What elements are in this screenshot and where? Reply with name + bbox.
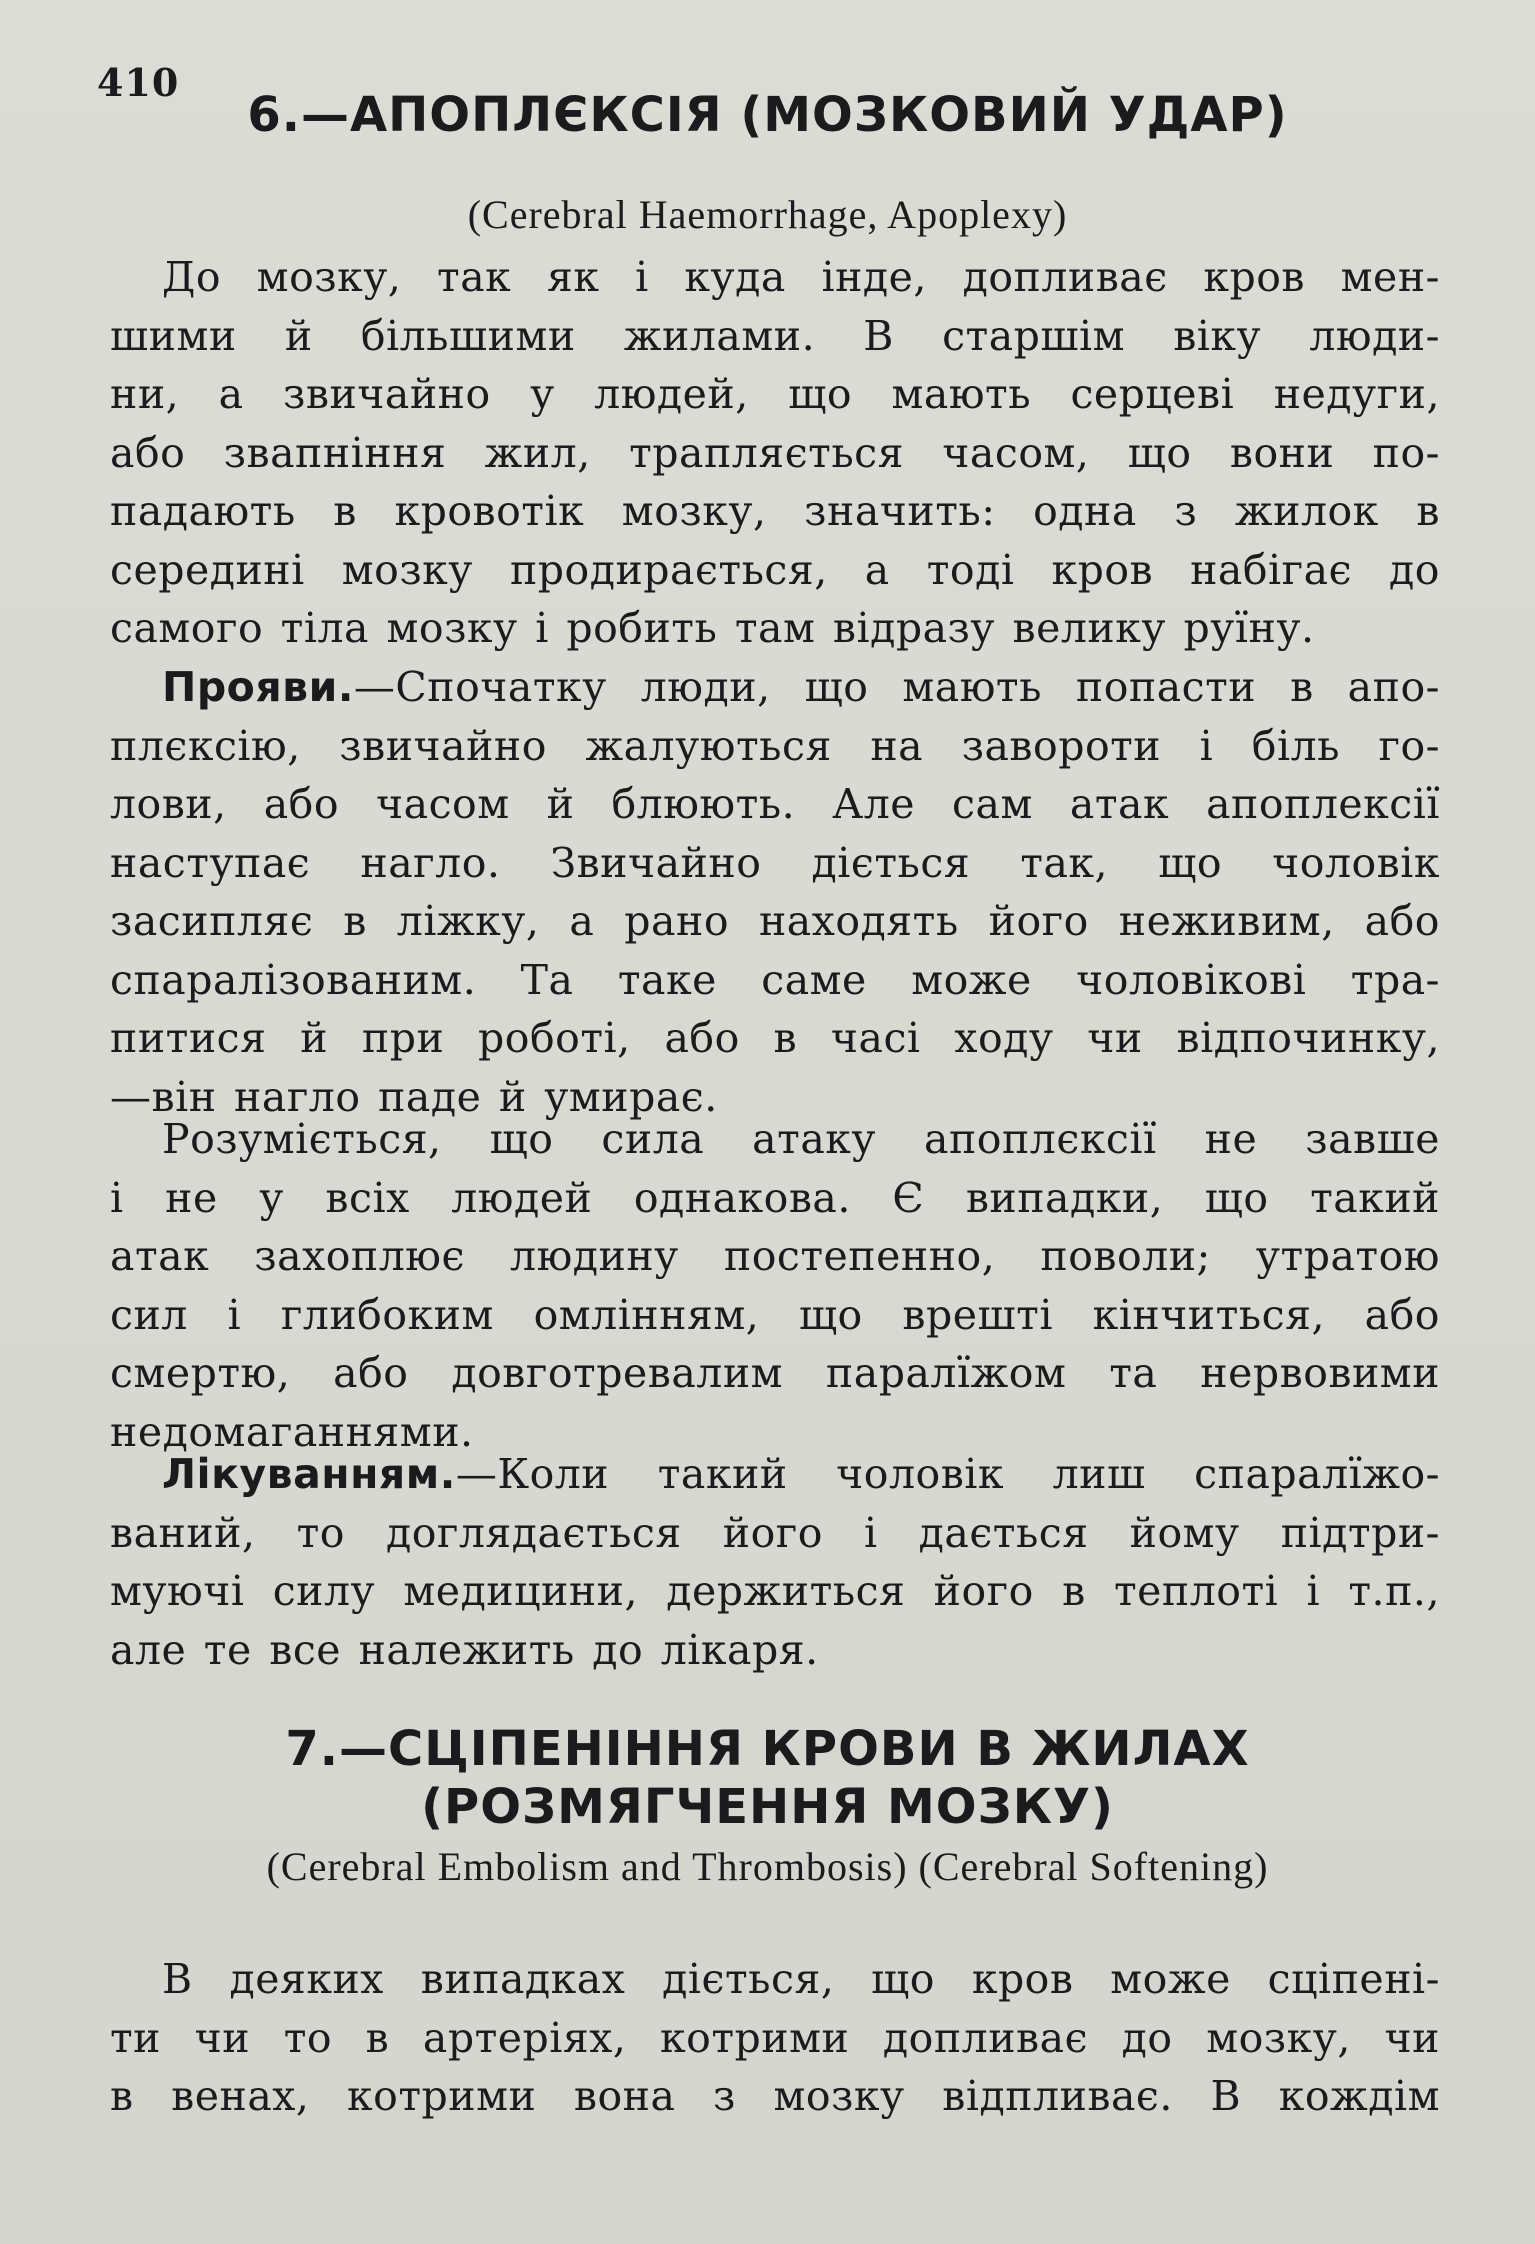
symptoms-lead: Прояви. xyxy=(162,663,354,711)
section-7-paragraph-1 xyxy=(110,1950,1440,2126)
text-line: і не у всіх людей однакова. Є випадки, що такий xyxy=(110,1173,1440,1222)
section-7-subtitle: (Cerebral Embolism and Thrombosis) (Cerebral Softening) xyxy=(266,1844,1269,1889)
section-6-title: 6.—АПОПЛЄКСІЯ (МОЗКОВИЙ УДАР) xyxy=(247,87,1288,143)
section-7-title-line-1: 7.—СЦІПЕНІННЯ КРОВИ В ЖИЛАХ xyxy=(285,1721,1250,1777)
text-line: наступає нагло. Звичайно діється так, що чоловік xyxy=(110,838,1440,887)
text-line: в венах, котрими вона з мозку відпливає. В кождім xyxy=(110,2072,1440,2120)
text-line: ни, а звичайно у людей, що мають серцеві недуги, xyxy=(110,370,1440,418)
section-6-paragraph-symptoms xyxy=(110,658,1440,1126)
text-line: самого тіла мозку і робить там відразу велику руїну. xyxy=(110,604,1315,652)
text-line: шими й більшими жилами. В старшім віку люди- xyxy=(110,311,1440,360)
section-6-paragraph-1 xyxy=(110,248,1440,658)
text-line: недомаганнями. xyxy=(110,1407,474,1456)
text-line: або звапніння жил, трапляється часом, що вони по- xyxy=(110,428,1440,477)
section-6-paragraph-3 xyxy=(110,1110,1440,1461)
text-line: ваний, то доглядається його і дається йому підтри- xyxy=(110,1508,1440,1557)
text-line: середині мозку продирається, а тоді кров набігає до xyxy=(110,545,1440,594)
text-line: ти чи то в артеріях, котрими допливає до мозку, чи xyxy=(110,2013,1440,2062)
text-line: спаралізованим. Та таке саме може чоловікові тра- xyxy=(110,955,1440,1004)
text-line: —Коли такий чоловік лиш спаралїжо- xyxy=(455,1450,1440,1498)
text-line: смертю, або довготревалим паралїжом та нервовими xyxy=(110,1349,1440,1397)
text-line: В деяких випадках діється, що кров може сціпені- xyxy=(162,1955,1440,2003)
page-number: 410 xyxy=(97,60,180,105)
text-line: питися й при роботі, або в часі ходу чи відпочинку, xyxy=(110,1014,1440,1062)
text-line-lead xyxy=(110,1445,1440,1504)
text-line: До мозку, так як і куда інде, допливає кров мен- xyxy=(162,253,1440,301)
treatment-lead: Лікуванням. xyxy=(162,1450,456,1498)
text-line: атак захоплює людину постепенно, поволи; утратою xyxy=(110,1232,1440,1280)
section-6-paragraph-treatment xyxy=(110,1445,1440,1679)
text-line: —він нагло паде й умирає. xyxy=(110,1072,718,1121)
text-line: сил і глибоким омлінням, що врешті кінчиться, або xyxy=(110,1290,1440,1339)
text-line: —Спочатку люди, що мають попасти в апо- xyxy=(353,663,1440,711)
text-line: плєксію, звичайно жалуються на завороти і біль го- xyxy=(110,721,1440,770)
section-7-title-line-2: (РОЗМЯГЧЕННЯ МОЗКУ) xyxy=(421,1779,1114,1835)
text-line: але те все належить до лікаря. xyxy=(110,1625,819,1674)
text-line: Розуміється, що сила атаку апоплєксії не завше xyxy=(162,1115,1440,1163)
text-line: лови, або часом й блюють. Але сам атак апоплексії xyxy=(110,780,1440,828)
text-line: засипляє в ліжку, а рано находять його неживим, або xyxy=(110,897,1440,945)
text-line: муючі силу медицини, держиться його в теплоті і т.п., xyxy=(110,1567,1440,1615)
text-line-lead xyxy=(110,658,1440,717)
text-line: падають в кровотік мозку, значить: одна з жилок в xyxy=(110,487,1440,535)
section-6-subtitle: (Cerebral Haemorrhage, Apoplexy) xyxy=(467,192,1068,237)
